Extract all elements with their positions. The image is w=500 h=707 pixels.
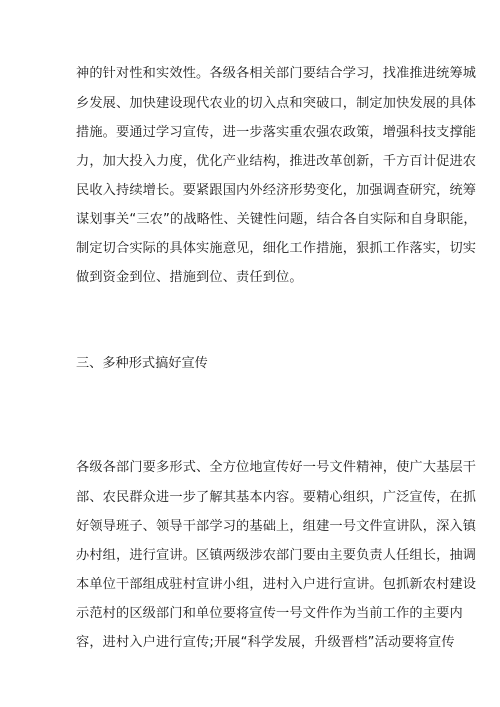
section-heading: 三、多种形式搞好宣传 — [76, 356, 208, 371]
paragraph-line: 做到资金到位、措施到位、责任到位。 — [76, 270, 303, 285]
paragraph-line: 部、农民群众进一步了解其基本内容。要精心组织，广泛宣传，在抓 — [76, 490, 477, 505]
paragraph-line: 力，加大投入力度，优化产业结构，推进改革创新，千方百计促进农 — [76, 154, 477, 169]
paragraph-line: 好领导班子、领导干部学习的基础上，组建一号文件宣讲队，深入镇 — [76, 519, 477, 534]
paragraph-line: 措施。要通过学习宣传，进一步落实重农强农政策，增强科技支撑能 — [76, 125, 477, 140]
paragraph-line: 乡发展、加快建设现代农业的切入点和突破口，制定加快发展的具体 — [76, 96, 477, 111]
paragraph-line: 各级各部门要多形式、全方位地宣传好一号文件精神，使广大基层干 — [76, 460, 477, 475]
paragraph-line: 民收入持续增长。要紧跟国内外经济形势变化，加强调查研究，统筹 — [76, 183, 477, 198]
paragraph-line: 示范村的区级部门和单位要将宣传一号文件作为当前工作的主要内 — [76, 606, 463, 621]
paragraph-line: 神的针对性和实效性。各级各相关部门要结合学习，找准推进统筹城 — [76, 66, 477, 81]
paragraph-line: 本单位干部组成驻村宣讲小组，进村入户进行宣讲。包抓新农村建设 — [76, 577, 477, 592]
paragraph-line: 容，进村入户进行宣传;开展“科学发展，升级晋档”活动要将宣传 — [76, 635, 455, 650]
paragraph-line: 谋划事关“三农”的战略性、关键性问题，结合各自实际和自身职能， — [76, 212, 477, 227]
paragraph-line: 制定切合实际的具体实施意见，细化工作措施，狠抓工作落实，切实 — [76, 241, 477, 256]
paragraph-line: 办村组，进行宣讲。区镇两级涉农部门要由主要负责人任组长，抽调 — [76, 548, 477, 563]
